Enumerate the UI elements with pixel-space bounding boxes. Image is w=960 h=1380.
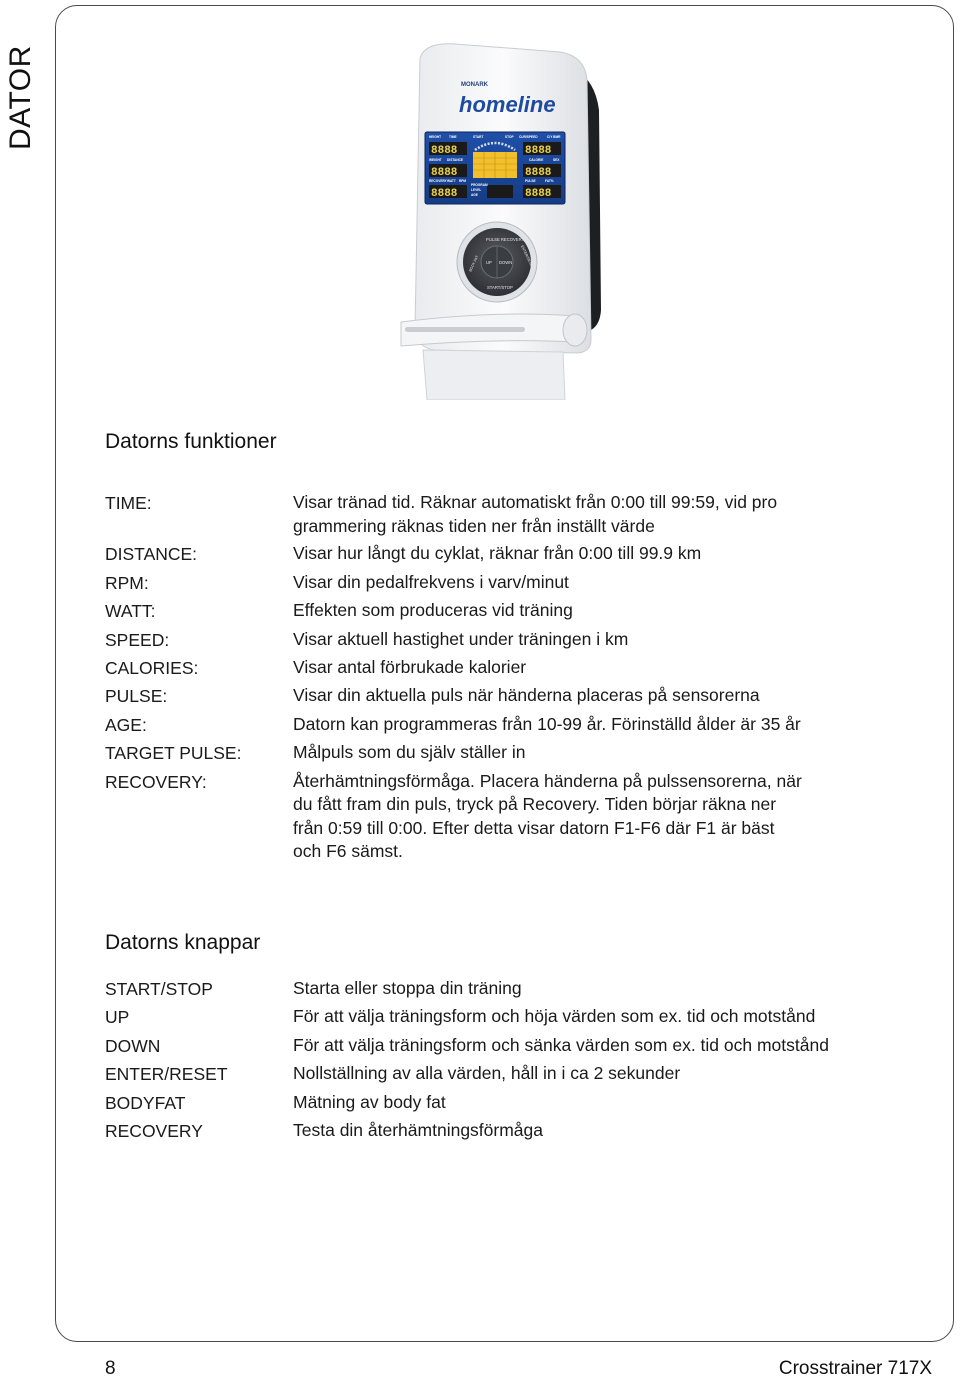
term-label: UP <box>105 1007 130 1028</box>
svg-text:8888: 8888 <box>431 145 458 157</box>
product-name: Crosstrainer 717X <box>778 1358 932 1379</box>
description-line: Effekten som produceras vid träning <box>293 600 573 621</box>
term-description <box>293 599 885 623</box>
svg-text:WATT: WATT <box>447 179 456 183</box>
description-line: För att välja träningsform och höja värden som ex. tid och motstånd <box>293 1006 816 1027</box>
description-line: Visar aktuell hastighet under träningen i km <box>293 628 629 649</box>
description-line: Visar din pedalfrekvens i varv/minut <box>293 571 569 592</box>
definition-row <box>105 713 885 737</box>
definition-row <box>105 1034 885 1058</box>
section-tab <box>0 0 42 150</box>
svg-text:SEX: SEX <box>553 158 560 162</box>
definition-row <box>105 770 885 864</box>
term-label: TARGET PULSE: <box>105 743 242 764</box>
svg-text:HEIGHT: HEIGHT <box>429 135 442 139</box>
buttons-heading: Datorns knappar <box>105 931 261 954</box>
description-line: Nollställning av alla värden, håll in i ca 2 sekunder <box>293 1063 681 1084</box>
svg-text:STOP: STOP <box>505 135 514 139</box>
svg-text:UP: UP <box>486 260 492 265</box>
term-label: TIME: <box>105 493 152 513</box>
term-label: DISTANCE: <box>105 544 198 565</box>
svg-text:CALORIE: CALORIE <box>529 158 544 162</box>
svg-text:RECOVERY: RECOVERY <box>429 179 447 183</box>
svg-text:CUR/SPEED: CUR/SPEED <box>519 135 538 139</box>
term-description <box>293 491 885 538</box>
svg-text:MONARK: MONARK <box>461 82 488 88</box>
term-description <box>293 741 885 765</box>
term-description <box>293 770 885 864</box>
definition-row <box>105 491 885 538</box>
control-pad <box>457 222 537 302</box>
svg-text:WEIGHT: WEIGHT <box>429 158 442 162</box>
definition-row <box>105 1119 885 1143</box>
term-description <box>293 1034 885 1058</box>
description-line: Visar tränad tid. Räknar automatiskt från 0:00 till 99:59, vid pro <box>293 492 778 512</box>
svg-text:8888: 8888 <box>525 167 552 179</box>
definition-row <box>105 571 885 595</box>
term-label: WATT: <box>105 601 156 622</box>
description-line: Visar hur långt du cyklat, räknar från 0:00 till 99.9 km <box>293 543 702 564</box>
term-label: BODYFAT <box>105 1092 186 1113</box>
term-label: PULSE: <box>105 686 168 707</box>
page-number: 8 <box>105 1358 116 1379</box>
term-label: AGE: <box>105 714 147 735</box>
svg-text:START/STOP: START/STOP <box>487 285 513 290</box>
functions-heading: Datorns funktioner <box>105 430 277 453</box>
svg-text:PULSE: PULSE <box>525 179 536 183</box>
section-tab-label: DATOR <box>4 45 37 150</box>
term-label: RECOVERY: <box>105 771 207 792</box>
term-description <box>293 656 885 680</box>
term-description <box>293 1062 885 1086</box>
term-description <box>293 684 885 708</box>
description-line: Visar antal förbrukade kalorier <box>293 656 527 677</box>
page-footer <box>105 1358 932 1380</box>
definition-row <box>105 656 885 680</box>
term-description <box>293 1091 885 1115</box>
svg-text:PULSE RECOVERY: PULSE RECOVERY <box>486 237 525 242</box>
buttons-list <box>105 977 885 1147</box>
term-label: START/STOP <box>105 979 213 999</box>
definition-row <box>105 1005 885 1029</box>
description-line: Testa din återhämtningsförmåga <box>293 1119 543 1140</box>
term-description <box>293 977 885 1001</box>
definition-row <box>105 741 885 765</box>
definition-row <box>105 1062 885 1086</box>
svg-text:TIME: TIME <box>449 135 457 139</box>
definition-row <box>105 977 885 1001</box>
svg-text:FAT%: FAT% <box>545 179 554 183</box>
term-description <box>293 713 885 737</box>
svg-text:AGE: AGE <box>471 193 478 197</box>
term-description <box>293 542 885 566</box>
svg-text:8888: 8888 <box>525 145 552 157</box>
term-description <box>293 1119 885 1143</box>
description-line: grammering räknas tiden ner från inställt värde <box>293 515 655 536</box>
svg-text:START: START <box>473 135 484 139</box>
svg-text:ENTER/RESET: ENTER/RESET <box>520 244 535 270</box>
term-label: CALORIES: <box>105 657 199 678</box>
svg-text:8888: 8888 <box>431 167 458 179</box>
definition-row <box>105 599 885 623</box>
svg-text:PROGRAM: PROGRAM <box>471 183 488 187</box>
description-line: Datorn kan programmeras från 10-99 år. Förinställd ålder är 35 år <box>293 713 801 734</box>
description-line: Återhämtningsförmåga. Placera händerna på pulssensorerna, när <box>293 770 802 791</box>
term-description <box>293 1005 885 1029</box>
svg-text:DISTANCE: DISTANCE <box>447 158 464 162</box>
description-line: För att välja träningsform och sänka värden som ex. tid och motstånd <box>293 1034 829 1055</box>
lcd-display <box>425 132 565 204</box>
term-description <box>293 571 885 595</box>
definition-row <box>105 1091 885 1115</box>
definition-row <box>105 542 885 566</box>
definition-row <box>105 684 885 708</box>
term-label: SPEED: <box>105 629 170 650</box>
description-line: från 0:59 till 0:00. Efter detta visar datorn F1-F6 där F1 är bäst <box>293 817 775 838</box>
description-line: Starta eller stoppa din träning <box>293 978 522 998</box>
description-line: Visar din aktuella puls när händerna placeras på sensorerna <box>293 685 760 706</box>
definition-row <box>105 628 885 652</box>
term-label: RPM: <box>105 572 149 593</box>
svg-text:LEVEL: LEVEL <box>471 188 482 192</box>
description-line: Målpuls som du själv ställer in <box>293 742 526 763</box>
description-line: du fått fram din puls, tryck på Recovery. Tiden börjar räkna ner <box>293 794 777 815</box>
svg-text:8888: 8888 <box>431 188 458 200</box>
description-line: och F6 sämst. <box>293 841 403 862</box>
svg-text:8888: 8888 <box>525 188 552 200</box>
functions-list <box>105 491 885 868</box>
svg-text:C/Y BMR: C/Y BMR <box>547 135 561 139</box>
svg-text:BODY FAT: BODY FAT <box>468 254 480 273</box>
svg-text:homeline: homeline <box>459 92 556 117</box>
term-label: ENTER/RESET <box>105 1064 228 1085</box>
term-label: RECOVERY <box>105 1120 203 1141</box>
console-illustration <box>395 40 625 400</box>
term-description <box>293 628 885 652</box>
svg-text:DOWN: DOWN <box>499 260 513 265</box>
svg-text:RPM: RPM <box>459 179 467 183</box>
term-label: DOWN <box>105 1035 161 1056</box>
description-line: Mätning av body fat <box>293 1091 446 1112</box>
